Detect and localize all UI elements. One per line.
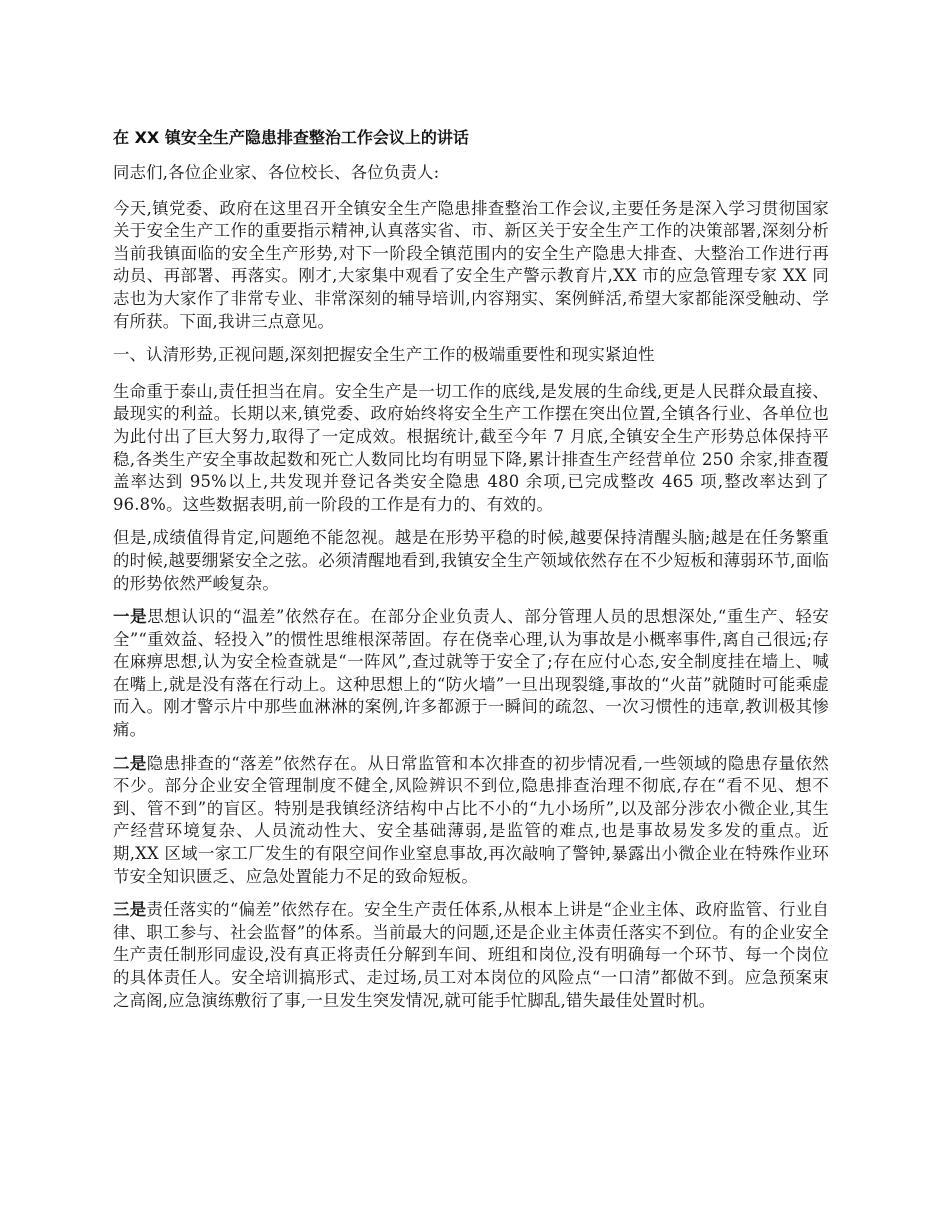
point-paragraph-3 bbox=[113, 899, 829, 1012]
document-title: 在 XX 镇安全生产隐患排查整治工作会议上的讲话 bbox=[113, 128, 469, 147]
intro-paragraph: 今天,镇党委、政府在这里召开全镇安全生产隐患排查整治工作会议,主要任务是深入学习贯彻国家关于安全生产工作的重要指示精神,认真落实省、市、新区关于安全生产工作的决策部署,深刻分析当前我镇面临的安全生产形势,对下一阶段全镇范围内的安全生产隐患大排查、大整治工作进行再动员、再部署、再落实。刚才,大家集中观看了安全生产警示教育片,XX 市的应急管理专家 XX 同志也为大家作了非常专业、非常深刻的辅导培训,内容翔实、案例鲜活,希望大家都能深受触动、学有所获。下面,我讲三点意见。 bbox=[113, 198, 829, 331]
point-paragraph-2 bbox=[113, 753, 829, 889]
section-1-heading: 一、认清形势,正视问题,深刻把握安全生产工作的极端重要性和现实紧迫性 bbox=[113, 345, 655, 365]
point-lead-1: 一是 bbox=[113, 607, 148, 627]
point-text-2: 隐患排查的“落差”依然存在。从日常监管和本次排查的初步情况看,一些领域的隐患存量依然不少。部分企业安全管理制度不健全,风险辨识不到位,隐患排查治理不彻底,存在“看不见、想不到、管不到”的盲区。特别是我镇经济结构中占比不小的“九小场所”,以及部分涉农小微企业,其生产经营环境复杂、人员流动性大、安全基础薄弱,是监管的难点,也是事故易发多发的重点。近期,XX 区域一家工厂发生的有限空间作业窒息事故,再次敲响了警钟,暴露出小微企业在特殊作业环节安全知识匮乏、应急处置能力不足的致命短板。 bbox=[113, 753, 829, 886]
section-1-paragraph-1: 生命重于泰山,责任担当在肩。安全生产是一切工作的底线,是发展的生命线,更是人民群众最直接、最现实的利益。长期以来,镇党委、政府始终将安全生产工作摆在突出位置,全镇各行业、各单位也为此付出了巨大努力,取得了一定成效。根据统计,截至今年 7 月底,全镇安全生产形势总体保持平稳,各类生产安全事故起数和死亡人数同比均有明显下降,累计排查生产经营单位 250 余家,排查覆盖率达到 95%以上,共发现并登记各类安全隐患 480 余项,已完成整改 465 项,整改率达到了 96.8%。这些数据表明,前一阶段的工作是有力的、有效的。 bbox=[113, 381, 829, 514]
point-lead-2: 二是 bbox=[113, 753, 147, 773]
point-text-1: 思想认识的“温差”依然存在。在部分企业负责人、部分管理人员的思想深处,“重生产、轻安全”“重效益、轻投入”的惯性思维根深蒂固。存在侥幸心理,认为事故是小概率事件,离自己很远;存在麻痹思想,认为安全检查就是“一阵风”,查过就等于安全了;存在应付心态,安全制度挂在墙上、喊在嘴上,就是没有落在行动上。这种思想上的“防火墙”一旦出现裂缝,事故的“火苗”就随时可能乘虚而入。刚才警示片中那些血淋淋的案例,许多都源于一瞬间的疏忽、一次习惯性的违章,教训极其惨痛。 bbox=[113, 607, 830, 740]
point-paragraph-1 bbox=[113, 606, 829, 742]
point-lead-3: 三是 bbox=[113, 900, 147, 920]
section-1-paragraph-2: 但是,成绩值得肯定,问题绝不能忽视。越是在形势平稳的时候,越要保持清醒头脑;越是在任务繁重的时候,越要绷紧安全之弦。必须清醒地看到,我镇安全生产领域依然存在不少短板和薄弱环节,面临的形势依然严峻复杂。 bbox=[113, 528, 829, 593]
point-text-3: 责任落实的“偏差”依然存在。安全生产责任体系,从根本上讲是“企业主体、政府监管、行业自律、职工参与、社会监督”的体系。当前最大的问题,还是企业主体责任落实不到位。有的企业安全生产责任制形同虚设,没有真正将责任分解到车间、班组和岗位,没有明确每一个环节、每一个岗位的具体责任人。安全培训搞形式、走过场,员工对本岗位的风险点“一口清”都做不到。应急预案束之高阁,应急演练敷衍了事,一旦发生突发情况,就可能手忙脚乱,错失最佳处置时机。 bbox=[113, 900, 830, 1010]
greeting: 同志们,各位企业家、各位校长、各位负责人: bbox=[113, 163, 440, 182]
document-page bbox=[113, 126, 829, 1023]
